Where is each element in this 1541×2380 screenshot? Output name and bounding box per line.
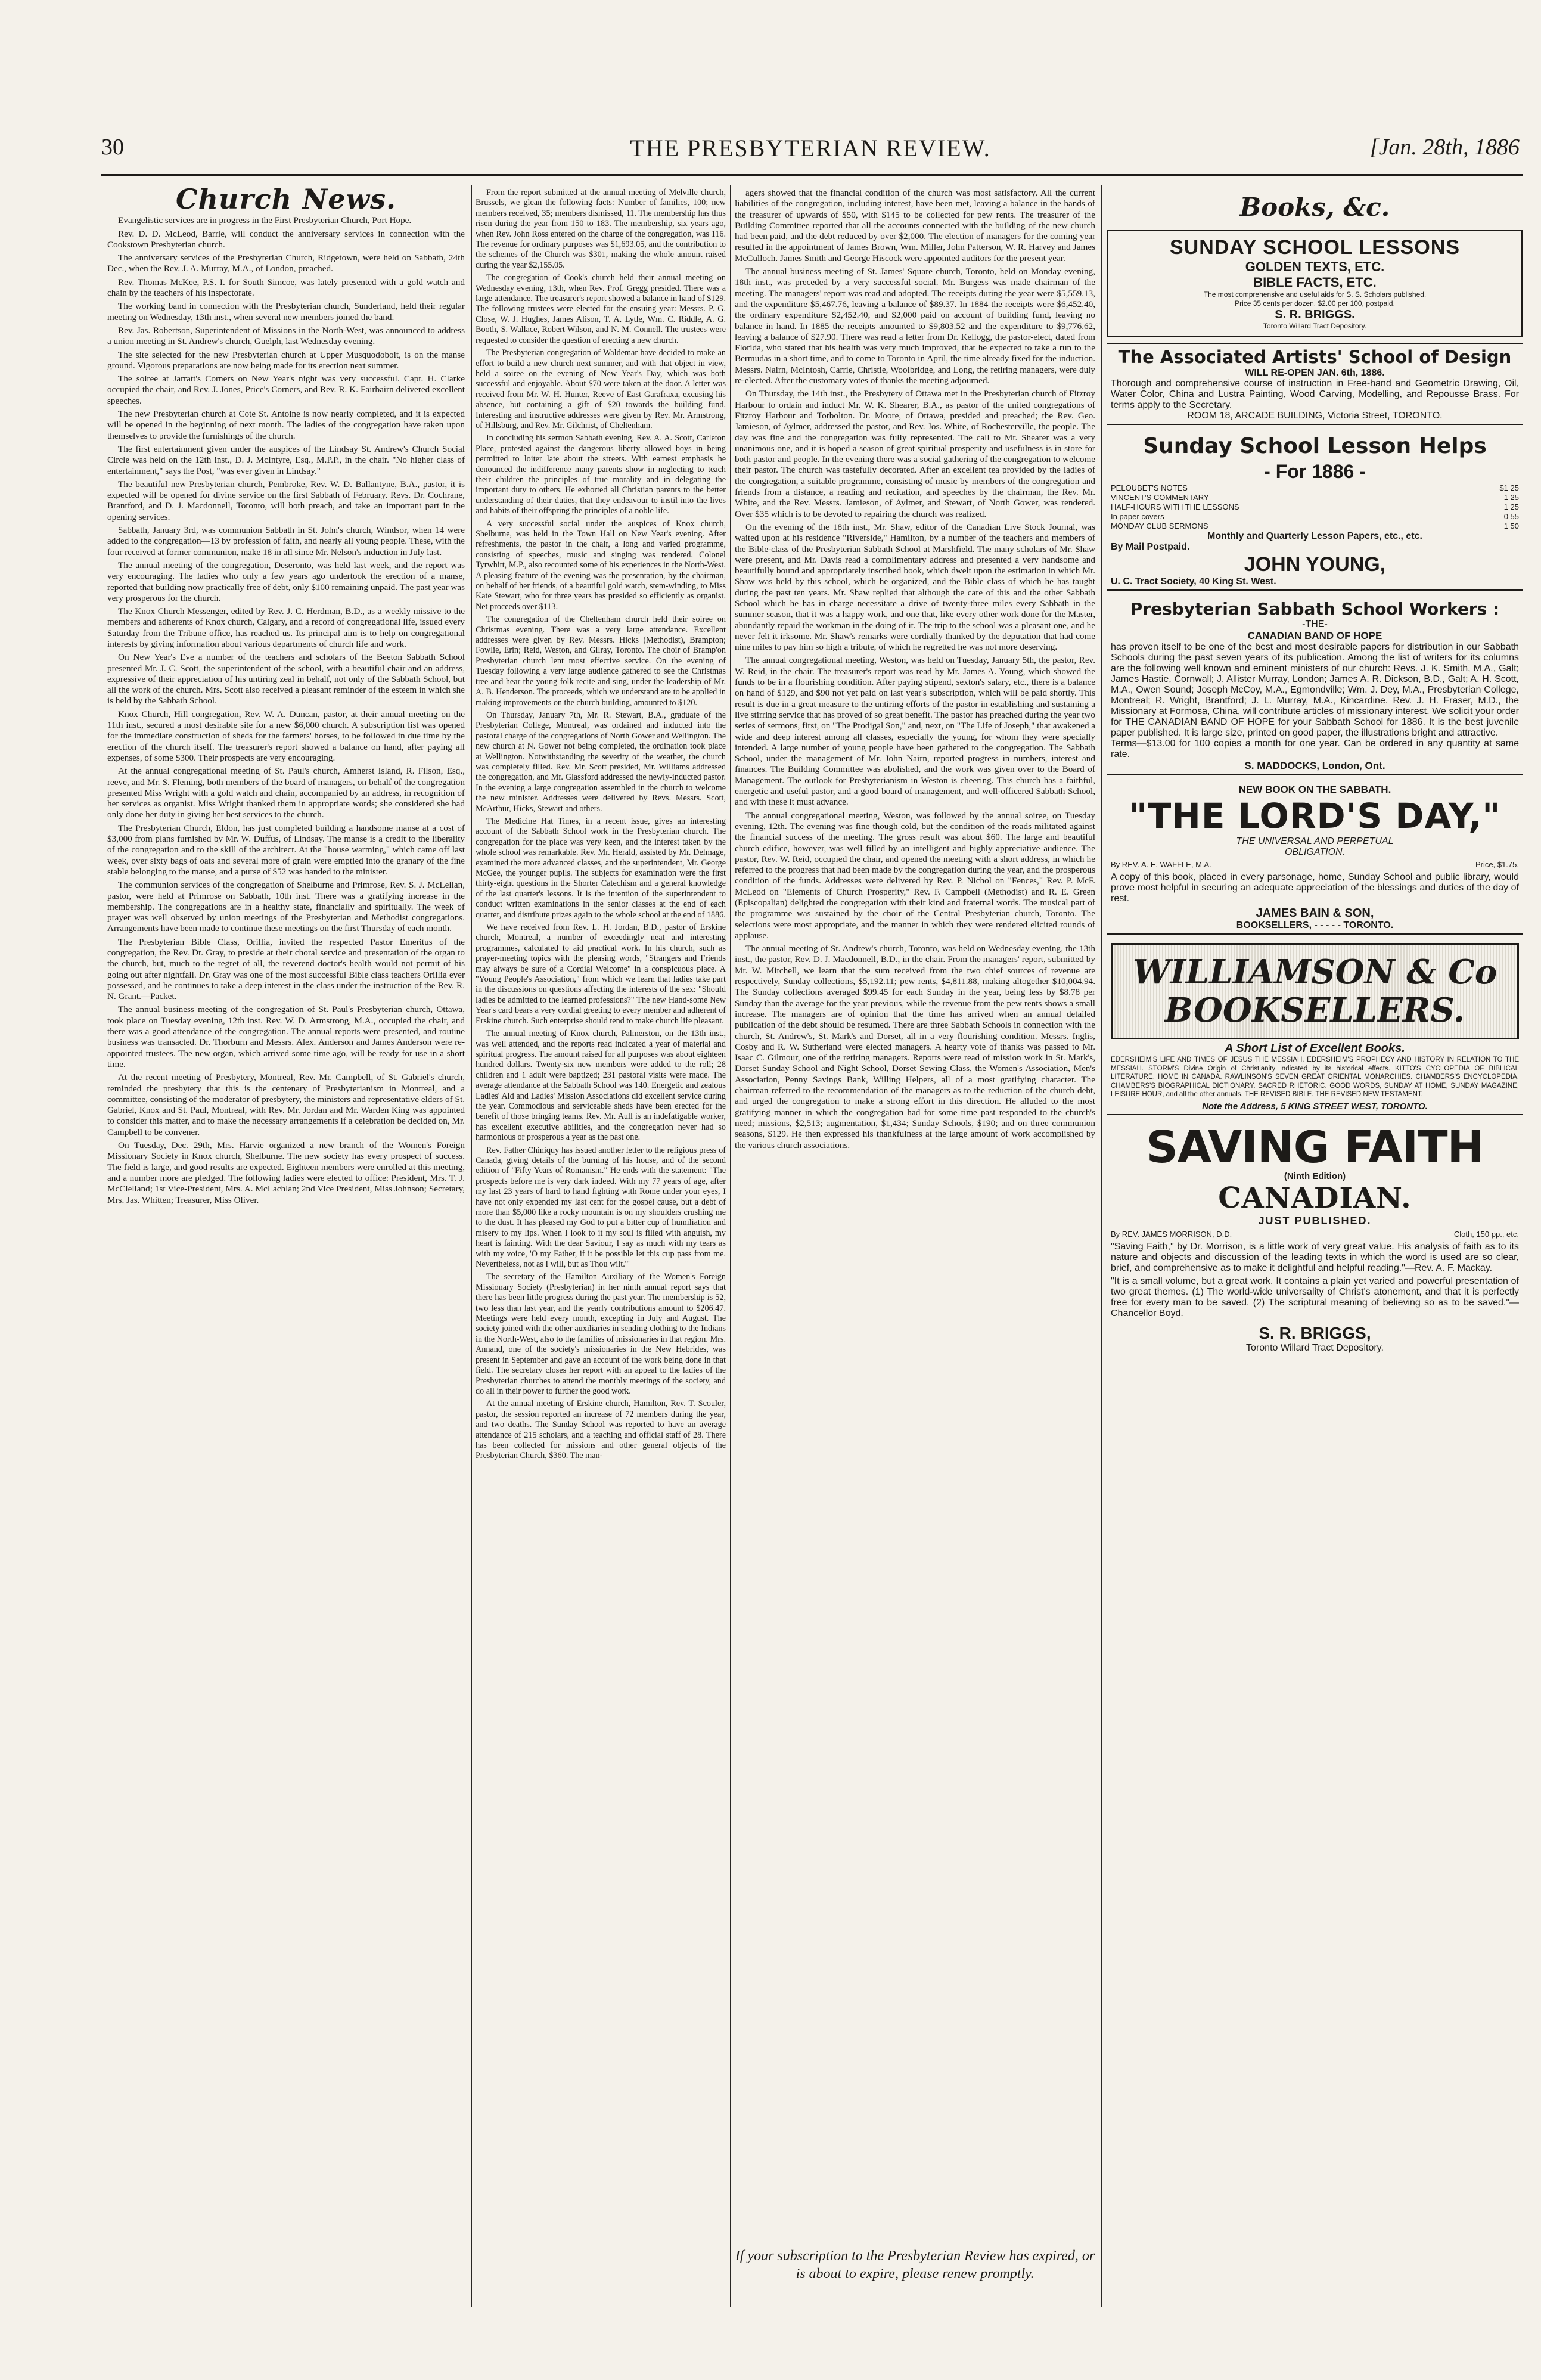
news-item: agers showed that the financial condition of the church was most satisfactory. All the current liabilities of the congregation, including interest, have been met, leaving a balance in the hands of the treasurer of upwards of $50, with $145 to be collected for pew rents. The treasurer of the Building Committee reported that all the accounts connected with the building of the new church had been paid, and the debt reduced by over $2,000. The election of managers for the coming year resulted in the appointment of James Brown, Wm. Miller, John Patterson, W. R. Harvey and James McCulloch. James Smith and George Hiscock were appointed auditors for the present year. <box>735 188 1095 263</box>
price-row <box>1111 483 1519 493</box>
price-item-price: 1 25 <box>1503 502 1519 511</box>
ad-publisher: S. MADDOCKS, London, Ont. <box>1244 760 1385 771</box>
ad-title-2: CANADIAN. <box>1218 1181 1412 1215</box>
news-item: The congregation of the Cheltenham church held their soiree on Christmas evening. There was a very large attendance. Excellent addresses were given by Rev. Messrs. Hicks (Methodist), Brampton; Fowlie, Erin; Reid, Weston, and Gilray, Toronto. The choir of Bramp'on Presbyterian church lent most effective service. On the evening of Tuesday following a very large audience gathered to see the Christmas tree and hear the young folk recite and sing, under the leadership of Mr. A. B. Henderson. The proceeds, which we understand are to be applied in making improvements on the church building, amounted to $120. <box>476 615 726 708</box>
price-item-price: 0 55 <box>1503 512 1519 521</box>
news-item: On New Year's Eve a number of the teachers and scholars of the Beeton Sabbath School presented Mr. J. C. Scott, the superintendent of the school, with a beautiful chair and an address, expressive of their appreciation of his untiring zeal in behalf, not only of the Sabbath School, but all the work of the church. Mrs. Scott also received a pleasant reminder of the esteem in which she is held by the Sabbath School. <box>107 652 465 706</box>
news-item: On Thursday, January 7th, Mr. R. Stewart, B.A., graduate of the Presbyterian College, Montreal, was ordained and inducted into the pastoral charge of the congregations of North Gower and Wellington. The new church at N. Gower not being completed, the ordination took place at Wellington. Notwithstanding the severity of the weather, the church was completely filled. Rev. Mr. Scott presided, Mr. Williams addressed the congregation, and Mr. Glassford addressed the newly-inducted pastor. In the evening a large congregation assembled in the church to welcome the new minister. Addresses were delivered by Revs. Messrs. Scott, McArthur, Hicks, Stewart and others. <box>476 710 726 814</box>
ad-address: Toronto Willard Tract Depository. <box>1246 1342 1384 1353</box>
ad-author-row <box>1111 860 1519 870</box>
ad-price: Cloth, 150 pp., etc. <box>1453 1229 1519 1239</box>
ad-author: By REV. JAMES MORRISON, D.D. <box>1111 1229 1232 1239</box>
ad-status: JUST PUBLISHED. <box>1258 1214 1372 1227</box>
news-item: The Presbyterian Bible Class, Orillia, invited the respected Pastor Emeritus of the congregation, the Rev. Dr. Gray, to preside at their choral service and presentation of the organ to the church, but, much to the regret of all, the reverend doctor's health would not permit of his going out after nightfall. Dr. Gray was one of the most successful Bible class teachers Orillia ever possessed, and he continues to take a deep interest in the class under the instruction of the Rev. R. N. Grant.—Packet. <box>107 936 465 1002</box>
news-item: In concluding his sermon Sabbath evening, Rev. A. A. Scott, Carleton Place, protested against the dangerous liberty allowed boys in being permitted to loiter late about the streets. With earnest emphasis he denounced the indifference many parents show in neglecting to teach their children the principles of true morality and in delegating the important duty to others. He exhorted all Christian parents to the better understanding of their duties, that they endeavour to instil into the lives and habits of their offspring the principles of a noble life. <box>476 433 726 516</box>
ad-note: Monthly and Quarterly Lesson Papers, etc., etc. <box>1207 531 1422 541</box>
church-news-body <box>107 215 465 1206</box>
column-divider <box>1101 185 1102 2307</box>
news-item: The Presbyterian Church, Eldon, has just completed building a handsome manse at a cost of $3,000 from plans furnished by Mr. W. Duffus, of Lindsay. The manse is a credit to the liberality of the congregation and to the skill of the architect. At the "house warming," which came off last week, over sixty bags of oats and several more of grain were emptied into the granary of the fine stable belonging to the manse, and a purse of $52 was handed to the minister. <box>107 823 465 877</box>
news-item: Evangelistic services are in progress in the First Presbyterian Church, Port Hope. <box>118 215 412 226</box>
news-item: We have received from Rev. L. H. Jordan, B.D., pastor of Erskine church, Montreal, a number of exceedingly neat and interesting programmes, calculated to aid practical work. In his church, such as prayer-meeting topics with the pleasing words, "Strangers and Friends may always be sure of a Cordial Welcome" in a conspicuous place. A "Young People's Association," from which we learn that ladies take part in the discussions on questions affecting the interests of the sex: "Should ladies be admitted to the learned professions?" The new Hand-some New Year's card bears a very cordial greeting to every member and adherent of Erskine church. Such enterprise should tend to make church life pleasant. <box>476 923 726 1026</box>
ad-lesson-helps <box>1107 431 1523 591</box>
church-news-column <box>107 188 465 2310</box>
price-row <box>1111 522 1519 531</box>
ad-address: Toronto Willard Tract Depository. <box>1263 322 1367 330</box>
ad-heading: A Short List of Excellent Books. <box>1225 1042 1405 1055</box>
price-item-price: $1 25 <box>1499 483 1519 492</box>
news-item: The annual congregational meeting, Weston, was followed by the annual soiree, on Tuesday evening, 12th. The evening was fine though cold, but the condition of the roads militated against the financial success of the meeting. The gross result was about $60. The large and beautiful church edifice, however, was well filled by an intelligent and highly appreciative audience. The pastor, Rev. W. Reid, occupied the chair, and opened the meeting with a short address, in which he referred to the progress that had been made by the congregation during the year, and the prosperous condition of the funds. Addresses were delivered by Rev. P. Nichol on "Fences," Rev. P. McF. McLeod on "Elements of Church Prosperity," Rev. F. Campbell (Methodist) and R. E. Green (Episcopalian) delighted the congregation with their kind and fraternal words. The musical part of the programme was sustained by the choir of the Central Presbyterian church, Toronto. The selections were most appropriate, and the manner in which they were rendered elicited rounds of applause. <box>735 810 1095 941</box>
news-item: On Thursday, the 14th inst., the Presbytery of Ottawa met in the Presbyterian church of Fitzroy Harbour to ordain and induct Mr. W. K. Shearer, B.A., as pastor of the united congregations of Fitzroy Harbour and Torbolton. Dr. Moore, of Ottawa, presided and preached; the Rev. Geo. Jamieson, of Aylmer, addressed the pastor, and Rev. Jos. White, of Rochesterville, the people. The day was fine and the congregation was fully represented. The call to Mr. Shearer was a very unanimous one, and it is hoped a season of great spiritual prosperity and usefulness is in store for both pastor and people. In the evening there was a social gathering of the congregation to welcome their pastor. The church was tastefully decorated. After an excellent tea provided by the ladies of the congregation, a suitable programme, consisting of music by members of the congregation and friends from a distance, a reading and recitation, and speeches by the chairman, the Rev. Mr. White, and the Rev. Messrs. Jamieson, of Aylmer, and Stewart, of North Gower, was rendered. Over $35 which is to be devoted to repairing the church was realized. <box>735 389 1095 519</box>
news-column-3-body <box>735 188 1095 1151</box>
news-item: The new Presbyterian church at Cote St. Antoine is now nearly completed, and it is expected will be opened in the beginning of next month. The ladies of the congregation have taken upon themselves to provide the furnishings of the church. <box>107 409 465 441</box>
ad-price: Price 35 cents per dozen. $2.00 per 100, postpaid. <box>1235 299 1395 308</box>
news-item: The annual congregational meeting, Weston, was held on Tuesday, January 5th, the pastor, Rev. W. Reid, in the chair. The treasurer's report was read by Mr. James A. Young, which showed the funds to be in a flourishing condition. After paying stipend, sexton's salary, etc., there is a balance on hand of $129, and $90 not yet paid on last year's subscription, which will be paid shortly. This result is due in a great measure to the untiring efforts of the pastor in establishing and sustaining a live stirring service that has proved of so great benefit. The pastor has preached during the year two series of sermons, first, on "The Prodigal Son," and, next, on "The Life of Joseph," that awakened a wide and deep interest among all classes, especially the young, for whom they were specially intended. A large number of young people have been gathered to the congregation. The Sabbath School, under the management of Mr. John Nairn, reported progress in numbers, interest and finances. The Building Committee was abolished, and the work was given over to the Board of Management. The outlook for Presbyterianism in Weston is cheering. This church has a faithful, energetic and useful pastor, and a good board of management, and well-officered Sabbath School, and with these it must advance. <box>735 655 1095 808</box>
ad-title: The Associated Artists' School of Design <box>1118 347 1512 367</box>
ad-title: SAVING FAITH <box>1146 1121 1484 1173</box>
news-item: On the evening of the 18th inst., Mr. Shaw, editor of the Canadian Live Stock Journal, was waited upon at his residence "Riverside," Hamilton, by a number of the teachers and members of the Bible-class of the Presbyterian Sabbath School at Marshfield. The many scholars of Mr. Shaw were present, and Mr. Davis read a complimentary address and presented a very handsome and beautifully bound and appropriately inscribed book, which dwelt upon the estimation in which Mr. Shaw was held by this school, which he organized, and the Bible class of which he has taught during the past ten years. Mr. Shaw replied that although the care of this and the other Sabbath School which he has in charge necessitate a drive of twenty-three miles every Sabbath in the summer season, that it was a happy work, and one that, like every other work done for the Master, abundantly repaid the workman in the doing of it. The trip to the school was a pleasant one, and he never felt it irksome. Mr. Shaw's remarks were cordially thanked by the deputation that had come nine miles to pay him so high a tribute, of which he regretted he was not more deserving. <box>735 522 1095 653</box>
ad-address: U. C. Tract Society, 40 King St. West. <box>1111 576 1276 587</box>
church-news-title: Church News. <box>175 188 397 215</box>
ad-lords-day <box>1107 781 1523 935</box>
news-item: Rev. Jas. Robertson, Superintendent of Missions in the North-West, was announced to address a union meeting in St. Andrew's church, Guelph, last Wednesday evening. <box>107 325 465 347</box>
ad-line: WILL RE-OPEN JAN. 6th, 1886. <box>1245 368 1385 378</box>
ad-terms: Terms—$13.00 for 100 copies a month for one year. Can be ordered in any quantity at same rate. <box>1111 738 1519 759</box>
news-item: On Tuesday, Dec. 29th, Mrs. Harvie organized a new branch of the Women's Foreign Missionary Society in Knox church, Shelburne. The new society has every prospect of success. The field is large, and good results are expected. Eighteen members were enrolled at this meeting, and a number more are pledged. The following ladies were elected to office: President, Mrs. T. J. McClelland; 1st Vice-President, Mrs. A. McLachlan; 2nd Vice President, Miss Johnson; Secretary, Mrs. Jas. Whitten; Treasurer, Miss Oliver. <box>107 1140 465 1205</box>
news-item: The anniversary services of the Presbyterian Church, Ridgetown, were held on Sabbath, 24th Dec., when the Rev. J. A. Murray, M.A., of London, preached. <box>107 253 465 274</box>
news-item: The site selected for the new Presbyterian church at Upper Musquodoboit, is on the manse ground. Vigorous preparations are now being made for its erection next summer. <box>107 349 465 371</box>
news-column-2 <box>476 188 726 2310</box>
ad-postpaid: By Mail Postpaid. <box>1111 542 1190 552</box>
price-item-price: 1 25 <box>1503 493 1519 502</box>
ad-school-of-design <box>1107 343 1523 425</box>
news-item: The communion services of the congregation of Shelburne and Primrose, Rev. S. J. McLellan, pastor, were held at Primrose on Sabbath, 10th inst. There was a gratifying increase in the membership. The congregations are in a healthy state, financially and spiritually. The week of prayer was well observed by union meetings of the Presbyterian and Methodist congregations. Arrangements have been made to continue these meetings on the first Thursday of each month. <box>107 880 465 934</box>
ad-book-list: EDERSHEIM'S LIFE AND TIMES OF JESUS THE MESSIAH. EDERSHEIM'S PROPHECY AND HISTORY IN RELATION TO THE MESSIAH. STORM'S Divine Origin of Christianity indicated by its historical effects. KITTO'S CYCLOPEDIA OF BIBLICAL LITERATURE. HOME IN CANADA. RAWLINSON'S SEVEN GREAT ORIENTAL MONARCHIES. CHAMBERS'S ENCYCLOPEDIA. CHAMBERS'S BIOGRAPHICAL DICTIONARY. SACRED RHETORIC. GOOD WORDS, SUNDAY AT HOME, SUNDAY MAGAZINE, LEISURE HOUR, and all the other annuals. THE REVISED BIBLE. THE REVISED NEW TESTAMENT. <box>1111 1056 1519 1098</box>
news-item: Rev. Thomas McKee, P.S. I. for South Simcoe, was lately presented with a gold watch and chain by the teachers of his inspectorate. <box>107 277 465 299</box>
price-row <box>1111 502 1519 512</box>
news-item: The Medicine Hat Times, in a recent issue, gives an interesting account of the Sabbath School work in the Presbyterian church. The congregation for the place was very keen, and the interest taken by the whole school was remarkable. Rev. Mr. Herald, assisted by Mr. Delmage, examined the more advanced classes, and the superintendent, Mr. George McGee, the younger pupils. The subjects for examination were the first thirty-eight questions in the Shorter Catechism and a general knowledge of the last quarter's lessons. It is the intention of the superintendent to conduct written examinations in the senior classes at the end of each quarter, and distribute prizes again to the whole school at the end of 1886. <box>476 816 726 920</box>
news-item: At the annual meeting of Erskine church, Hamilton, Rev. T. Scouler, pastor, the session reported an increase of 72 members during the year, and two deaths. The Sunday School was reported to have an average attendance of 215 scholars, and a teaching and official staff of 28. There has been collected for missions and other general objects of the Presbyterian Church, $360. The man- <box>476 1399 726 1461</box>
news-item: Knox Church, Hill congregation, Rev. W. A. Duncan, pastor, at their annual meeting on the 11th inst., secured a most desirable site for a new $6,000 church. A subscription list was opened for the immediate construction of sheds for the farmers' horses, to be followed in due time by the erection of the church itself. The treasurer's report showed a balance on hand, after paying all expenses, of some $300. Their prospects are very encouraging. <box>107 709 465 763</box>
news-item: The congregation of Cook's church held their annual meeting on Wednesday evening, 13th, when Rev. Prof. Gregg presided. There was a large attendance. The treasurer's report showed a balance in hand of $129. The following trustees were elected for the ensuing year: Messrs. P. G. Close, W. J. Hughes, James Alison, T. A. Lytle, Wm. C. Riddle, A. G. Booth, S. Wallace, Robert Wilson, and N. M. Connell. The trustees were requested to consider the question of erecting a new church. <box>476 273 726 345</box>
page-header <box>101 134 1520 167</box>
news-item: Rev. D. D. McLeod, Barrie, will conduct the anniversary services in connection with the Cookstown Presbyterian church. <box>107 228 465 250</box>
news-column-3 <box>735 188 1095 2238</box>
ad-publisher: JAMES BAIN & SON, <box>1256 907 1374 920</box>
ad-subtitle: CANADIAN BAND OF HOPE <box>1247 630 1382 641</box>
ad-description: The most comprehensive and useful aids for S. S. Scholars published. <box>1203 290 1427 299</box>
price-item-price: 1 50 <box>1503 522 1519 530</box>
ad-address: 5 KING STREET WEST, TORONTO. <box>1281 1101 1428 1112</box>
news-item: At the recent meeting of Presbytery, Montreal, Rev. Mr. Campbell, of St. Gabriel's church, reminded the presbytery that this is the centenary of Presbyterianism in Montreal, and a committee, consisting of the moderator of presbytery, the ministers and representative elders of St. Gabriel, Knox and St. Paul, Montreal, with Rev. Mr. Jordan and Mr. Warden King was appointed to consider this matter, and to make the necessary arrangements if a celebration be decided on, Mr. Campbell to be convener. <box>107 1072 465 1137</box>
news-item: From the report submitted at the annual meeting of Melville church, Brussels, we glean the following facts: Number of families, 100; new members received, 35; members dismissed, 11. The membership has thus risen during the year from 150 to 183. The membership, six years ago, when Rev. John Ross entered on the charge of the congregation, was 116. The revenue for ordinary purposes was $1,693.05, and the contribution to the schemes of the Church was $301, making the whole amount raised during the year $2,155.05. <box>476 188 726 270</box>
price-item-name: MONDAY CLUB SERMONS <box>1111 522 1208 530</box>
ad-address: ROOM 18, ARCADE BUILDING, Victoria Street, TORONTO. <box>1187 411 1443 421</box>
ad-review: "Saving Faith," by Dr. Morrison, is a little work of very great value. His analysis of faith as to its nature and objects and discussion of the leading texts in which the word is used are so clear, brief, and comprehensive as to make it delightful and helpful reading."—Rev. A. F. Mackay. <box>1111 1241 1519 1273</box>
news-item: The annual meeting of Knox church, Palmerston, on the 13th inst., was well attended, and the reports read indicated a year of material and spiritual progress. The amount raised for all purposes was about eighteen hundred dollars. Twenty-six new members were added to the roll; 28 children and 1 adult were baptized; 231 pastoral visits were made. The average attendance at the Sabbath School was 140. Energetic and zealous Ladies' Aid and Ladies' Mission Associations did excellent service during the year. Commodious and serviceable sheds have been erected for the benefit of those bringing teams. Rev. Mr. Aull is an indefatigable worker, has excellent executive abilities, and the congregation never had so harmonious or prosperous a year as the past one. <box>476 1029 726 1143</box>
news-item: The Presbyterian congregation of Waldemar have decided to make an effort to build a new church next summer, and with that object in view, held a soiree on the evening of New Year's Day, which was both successful and enjoyable. About $70 were taken at the door. A letter was received from Mr. W. H. Hunter, Reeve of East Garafraxa, excusing his absence, but containing a gift of $20 towards the building fund. Interesting and instructive addresses were given by Rev. Mr. Armstrong, of Hillsburg, and Rev. Mr. Gilchrist, of Cheltenham. <box>476 348 726 430</box>
ad-description: Thorough and comprehensive course of instruction in Free-hand and Geometric Drawing, Oil, Water Color, China and Lustra Painting, Wood Carving, Modelling, and Repousse Brass. For terms apply to the Secretary. <box>1111 378 1519 410</box>
ad-sunday-school-lessons <box>1107 230 1523 337</box>
ad-subtitle: OBLIGATION. <box>1284 847 1346 857</box>
price-row <box>1111 493 1519 502</box>
news-item: A very successful social under the auspices of Knox church, Shelburne, was held in the Town Hall on New Year's evening. After refreshments, the pastor in the chair, a long and varied programme, consisting of speeches, music and singing was rendered. Colonel Tyrwhitt, M.P., also recounted some of his experiences in the North-West. A pleasing feature of the evening was the presentation, by the chairman, on behalf of her friends, of a beautiful gold watch, stem-winding, to Miss Kate Stewart, who for three years has presided so efficiently as organist. Net proceeds over $113. <box>476 519 726 612</box>
news-item: The first entertainment given under the auspices of the Lindsay St. Andrew's Church Social Circle was held on the 12th inst., D. J. McIntyre, Esq., M.P.P., in the chair. "No higher class of entertainment," says the Post, "was ever given in Lindsay." <box>107 443 465 476</box>
ad-edition: (Ninth Edition) <box>1284 1171 1346 1181</box>
news-column-2-body <box>476 188 726 1461</box>
ad-band-of-hope <box>1107 597 1523 775</box>
ad-subtitle: - For 1886 - <box>1264 461 1366 482</box>
price-item-name: VINCENT'S COMMENTARY <box>1111 493 1209 502</box>
price-list <box>1111 483 1519 531</box>
ad-kicker: NEW BOOK ON THE SABBATH. <box>1238 784 1391 795</box>
news-item: The annual meeting of the congregation, Deseronto, was held last week, and the report was very encouraging. The ladies who only a few years ago undertook the erection of a manse, reported that building now practically free of debt, only $100 remaining unpaid. The past year was very prosperous for the church. <box>107 560 465 603</box>
ad-review: "It is a small volume, but a great work. It contains a plain yet varied and powerful presentation of two great themes. (1) The world-wide universality of Christ's atonement, and that it is perfectly free for every man to be saved. (2) The scriptural meaning of believing so as to be saved."—Chancellor Boyd. <box>1111 1276 1519 1318</box>
ad-publisher: S. R. BRIGGS, <box>1259 1323 1371 1342</box>
ad-address-row <box>1111 1101 1519 1112</box>
news-item: The annual business meeting of the congregation of St. Paul's Presbyterian church, Ottawa, took place on Tuesday evening, 12th inst. Rev. W. D. Armstrong, M.A., occupied the chair, and there was a good attendance of the congregation. The annual reports were presented, and routine business was transacted. Dr. Thorburn and Messrs. Alex. Anderson and James Anderson were re-appointed trustees. The new organ, which arrived some time ago, will be ready for use in a short time. <box>107 1004 465 1069</box>
page-number: 30 <box>101 135 124 160</box>
news-item: Sabbath, January 3rd, was communion Sabbath in St. John's church, Windsor, when 14 were added to the congregation—13 by profession of faith, and nearly all young people. These, with the four received at former communion, make 18 in all since Mr. Nelson's induction in July last. <box>107 525 465 557</box>
williamson-logo: WILLIAMSON & Co BOOKSELLERS. <box>1111 943 1519 1039</box>
ad-seller: JOHN YOUNG, <box>1244 553 1386 576</box>
news-item: The working band in connection with the Presbyterian church, Sunderland, held their regular meeting on Wednesday, 13th inst., when several new members joined the band. <box>107 301 465 322</box>
books-heading: Books, &c. <box>1239 193 1390 222</box>
ad-description: A copy of this book, placed in every parsonage, home, Sunday School and public library, would prove most helpful in securing an adequate appreciation of the blessings and duties of the day of rest. <box>1111 872 1519 904</box>
ad-title: Presbyterian Sabbath School Workers : <box>1130 599 1500 619</box>
ad-subtitle: THE UNIVERSAL AND PERPETUAL <box>1236 836 1394 846</box>
ad-price: Price, $1.75. <box>1475 860 1519 869</box>
news-item: The beautiful new Presbyterian church, Pembroke, Rev. W. D. Ballantyne, B.A., pastor, it is expected will be opened for divine service on the first Sabbath of February. Revs. Dr. Cochrane, Brantford, and D. J. Macdonnell, Toronto, will both preach, and take an important part in the opening services. <box>107 479 465 522</box>
masthead: THE PRESBYTERIAN REVIEW. <box>630 135 991 162</box>
news-item: The annual business meeting of St. James' Square church, Toronto, held on Monday evening, 18th inst., was preceded by a very successful social. Mr. Burgess was made chairman of the meeting. The managers' report was read and adopted. The receipts during the year were $5,559.13, and the expenditure $5,467.76, leaving a balance of $89.37. In 1884 the receipts were $6,452.40, the ordinary expenditure $2,452.40, and $2,000 paid on account of building fund, leaving no balance in hand. In 1885 the receipts amounted to $9,803.52 and the expenditure to $9,776.62, leaving a balance of $27.90. There was read a letter from Dr. Kellogg, the pastor-elect, dated from Florida, who stated that his health was very much improved, that he expected to take a run to the Bermudas in a short time, and to come to Toronto in April, the time already fixed for the induction. Messrs. Nairn, McIntosh, Carrie, Christie, Woolbridge, and Long, the retiring managers, were duly re-elected. After the customary votes of thanks the meeting adjourned. <box>735 266 1095 386</box>
news-item: The annual meeting of St. Andrew's church, Toronto, was held on Wednesday evening, the 13th inst., the pastor, Rev. D. J. Macdonnell, B.D., in the chair. From the managers' report, submitted by Mr. W. Mitchell, we learn that the sum received from the two chief sources of revenue are respectively, Sunday collections, $5,192.11; pew rents, $4,811.88, making altogether $10,004.94. The Sunday collections averaged $99.45 for each Sunday in the year, being less by $8.78 per Sunday than the average for the year previous, while the revenue from the pew rents shows a small increase. The managers are of opinion that the time has arrived when an annual detailed publication of the debt should be resumed. There are three Sabbath Schools in connection with the church, St. Andrew's, St. Mark's and Dorset, all in a very flourishing condition. Messrs. Inglis, Cosby and R. W. Sutherland were elected managers. A hearty vote of thanks was passed to Mr. Isaac C. Gilmour, one of the retiring managers. Reports were read of mission work in St. Mark's, Dorset Sunday School and Night School, Dorset Sewing Class, the Women's Association, Men's Association, Penny Savings Bank, Willing Helpers, all of a most gratifying character. The chairman referred to the recommendation of the managers as to the reduction of the church debt, and urged the congregation to make a strong effort in this direction. He alluded to the most gratifying manner in which the congregation had for some time past responded to the church's need; missions, $2,513; augmentation, $1,434; Sunday Schools, $190; and on three communion seasons, $129. He then expressed his thankfulness at the large amount of work accomplished by the various church associations. <box>735 944 1095 1150</box>
news-item: The secretary of the Hamilton Auxiliary of the Women's Foreign Missionary Society (Presbyterian) in her ninth annual report says that there has been little progress during the past year. The membership is 52, two less than last year, and the yearly contributions amount to $206.47. Meetings were held every month, excepting in July and August. The society joined with the other auxiliaries in sending clothing to the Indians in the North-West, also to the families of missionaries in that region. Mrs. Annand, one of the society's missionaries in the New Hebrides, was present in September and gave an account of the work being done in that field. The secretary closes her report with an appeal to the ladies of the Presbyterian churches to attend the monthly meetings of the society, and do all in their power to further the good work. <box>476 1272 726 1396</box>
ad-address-label: Note the Address, <box>1202 1101 1278 1112</box>
ad-author-row <box>1111 1230 1519 1239</box>
ad-publisher: S. R. BRIGGS. <box>1275 308 1355 321</box>
header-rule <box>101 174 1523 176</box>
ad-publisher-line: BOOKSELLERS, - - - - - TORONTO. <box>1236 920 1394 930</box>
column-divider <box>471 185 472 2307</box>
ad-title: "THE LORD'S DAY," <box>1129 796 1501 836</box>
ad-title: SUNDAY SCHOOL LESSONS <box>1169 236 1461 259</box>
price-item-name: HALF-HOURS WITH THE LESSONS <box>1111 502 1239 511</box>
issue-date: [Jan. 28th, 1886 <box>1369 135 1520 160</box>
ad-saving-faith <box>1107 1121 1523 1356</box>
ad-title: Sunday School Lesson Helps <box>1143 434 1487 458</box>
price-row <box>1111 512 1519 522</box>
news-item: The Knox Church Messenger, edited by Rev. J. C. Herdman, B.D., as a weekly missive to the members and adherents of Knox church, Calgary, and a record of congregational life, issued every Saturday from the Tribune office, has reached us. Its principal aim is to help on congregational interests by giving information about various departments of church life and work. <box>107 606 465 649</box>
price-item-name: In paper covers <box>1111 512 1164 521</box>
ad-the: -THE- <box>1302 619 1328 629</box>
column-divider <box>730 185 731 2307</box>
news-item: At the annual congregational meeting of St. Paul's church, Amherst Island, R. Filson, Esq., reeve, and Mr. S. Fleming, both members of the board of managers, on behalf of the congregation presented Miss Wright with a gold watch and chain, accompanied by an address, in recognition of her services as organist. Miss Wright thanked them in appropriate words; she considered she had only done her duty in giving her best services to the church. <box>107 766 465 820</box>
subscription-note: If your subscription to the Presbyterian Review has expired, or is about to expire, please renew promptly. <box>735 2248 1095 2282</box>
advertisements-column <box>1107 188 1523 1362</box>
news-item: The soiree at Jarratt's Corners on New Year's night was very successful. Capt. H. Clarke occupied the chair, and Rev. J. Jones, Price's Corners, and Rev. R. K. Fairbairn delivered excellent speeches. <box>107 374 465 406</box>
price-item-name: PELOUBET'S NOTES <box>1111 483 1188 492</box>
ad-line: BIBLE FACTS, ETC. <box>1253 275 1377 290</box>
ad-author: By REV. A. E. WAFFLE, M.A. <box>1111 860 1211 869</box>
news-item: Rev. Father Chiniquy has issued another letter to the religious press of Canada, giving details of the burning of his house, and of the second edition of "Fifty Years of Romanism." He ends with the statement: "The prospects before me is very dark indeed. With my 77 years of age, after my last 23 years of hard to hand fighting with Rome under your eyes, I have not only expended my last cent for the gospel cause, but a debt of more than $5,000 like a rocky mountain is on my shoulders crushing me to the dust. It has pleased my God to put a bitter cup of humiliation and misery to my lips. When I look to it my soul is filled with anguish, my heart is fainting. With the dear Saviour, I say as much with my tears as with my voice, 'O my Father, if it be possible let this cup pass from me. Nevertheless, not as I will, but as Thou wilt.'" <box>476 1145 726 1270</box>
ad-line: GOLDEN TEXTS, ETC. <box>1245 259 1385 274</box>
ad-williamson <box>1107 941 1523 1115</box>
ad-description: has proven itself to be one of the best and most desirable papers for distribution in our Sabbath Schools during the past seven years of its publication. Among the list of writers for its columns are the following well known and eminent ministers of our church: Revs. J. K. Smith, M.A., Galt; James Hastie, Cornwall; J. Allister Murray, London; James A. R. Dickson, B.D., Galt; A. H. Scott, M.A., Owen Sound; Joseph McCoy, M.A., Egmondville; Wm. J. Dey, M.A., Presbyterian College, Montreal; R. Wright, Brantford; J. L. Murray, M.A., Kincardine. Rev. J. H. Fraser, M.D., the Missionary at Formosa, China, will contribute articles of missionary interest. We solicit your order for THE CANADIAN BAND OF HOPE for your Sabbath School for 1886. It is the best juvenile paper published. It is large size, printed on good paper, the illustrations bright and attractive. <box>1111 642 1519 738</box>
